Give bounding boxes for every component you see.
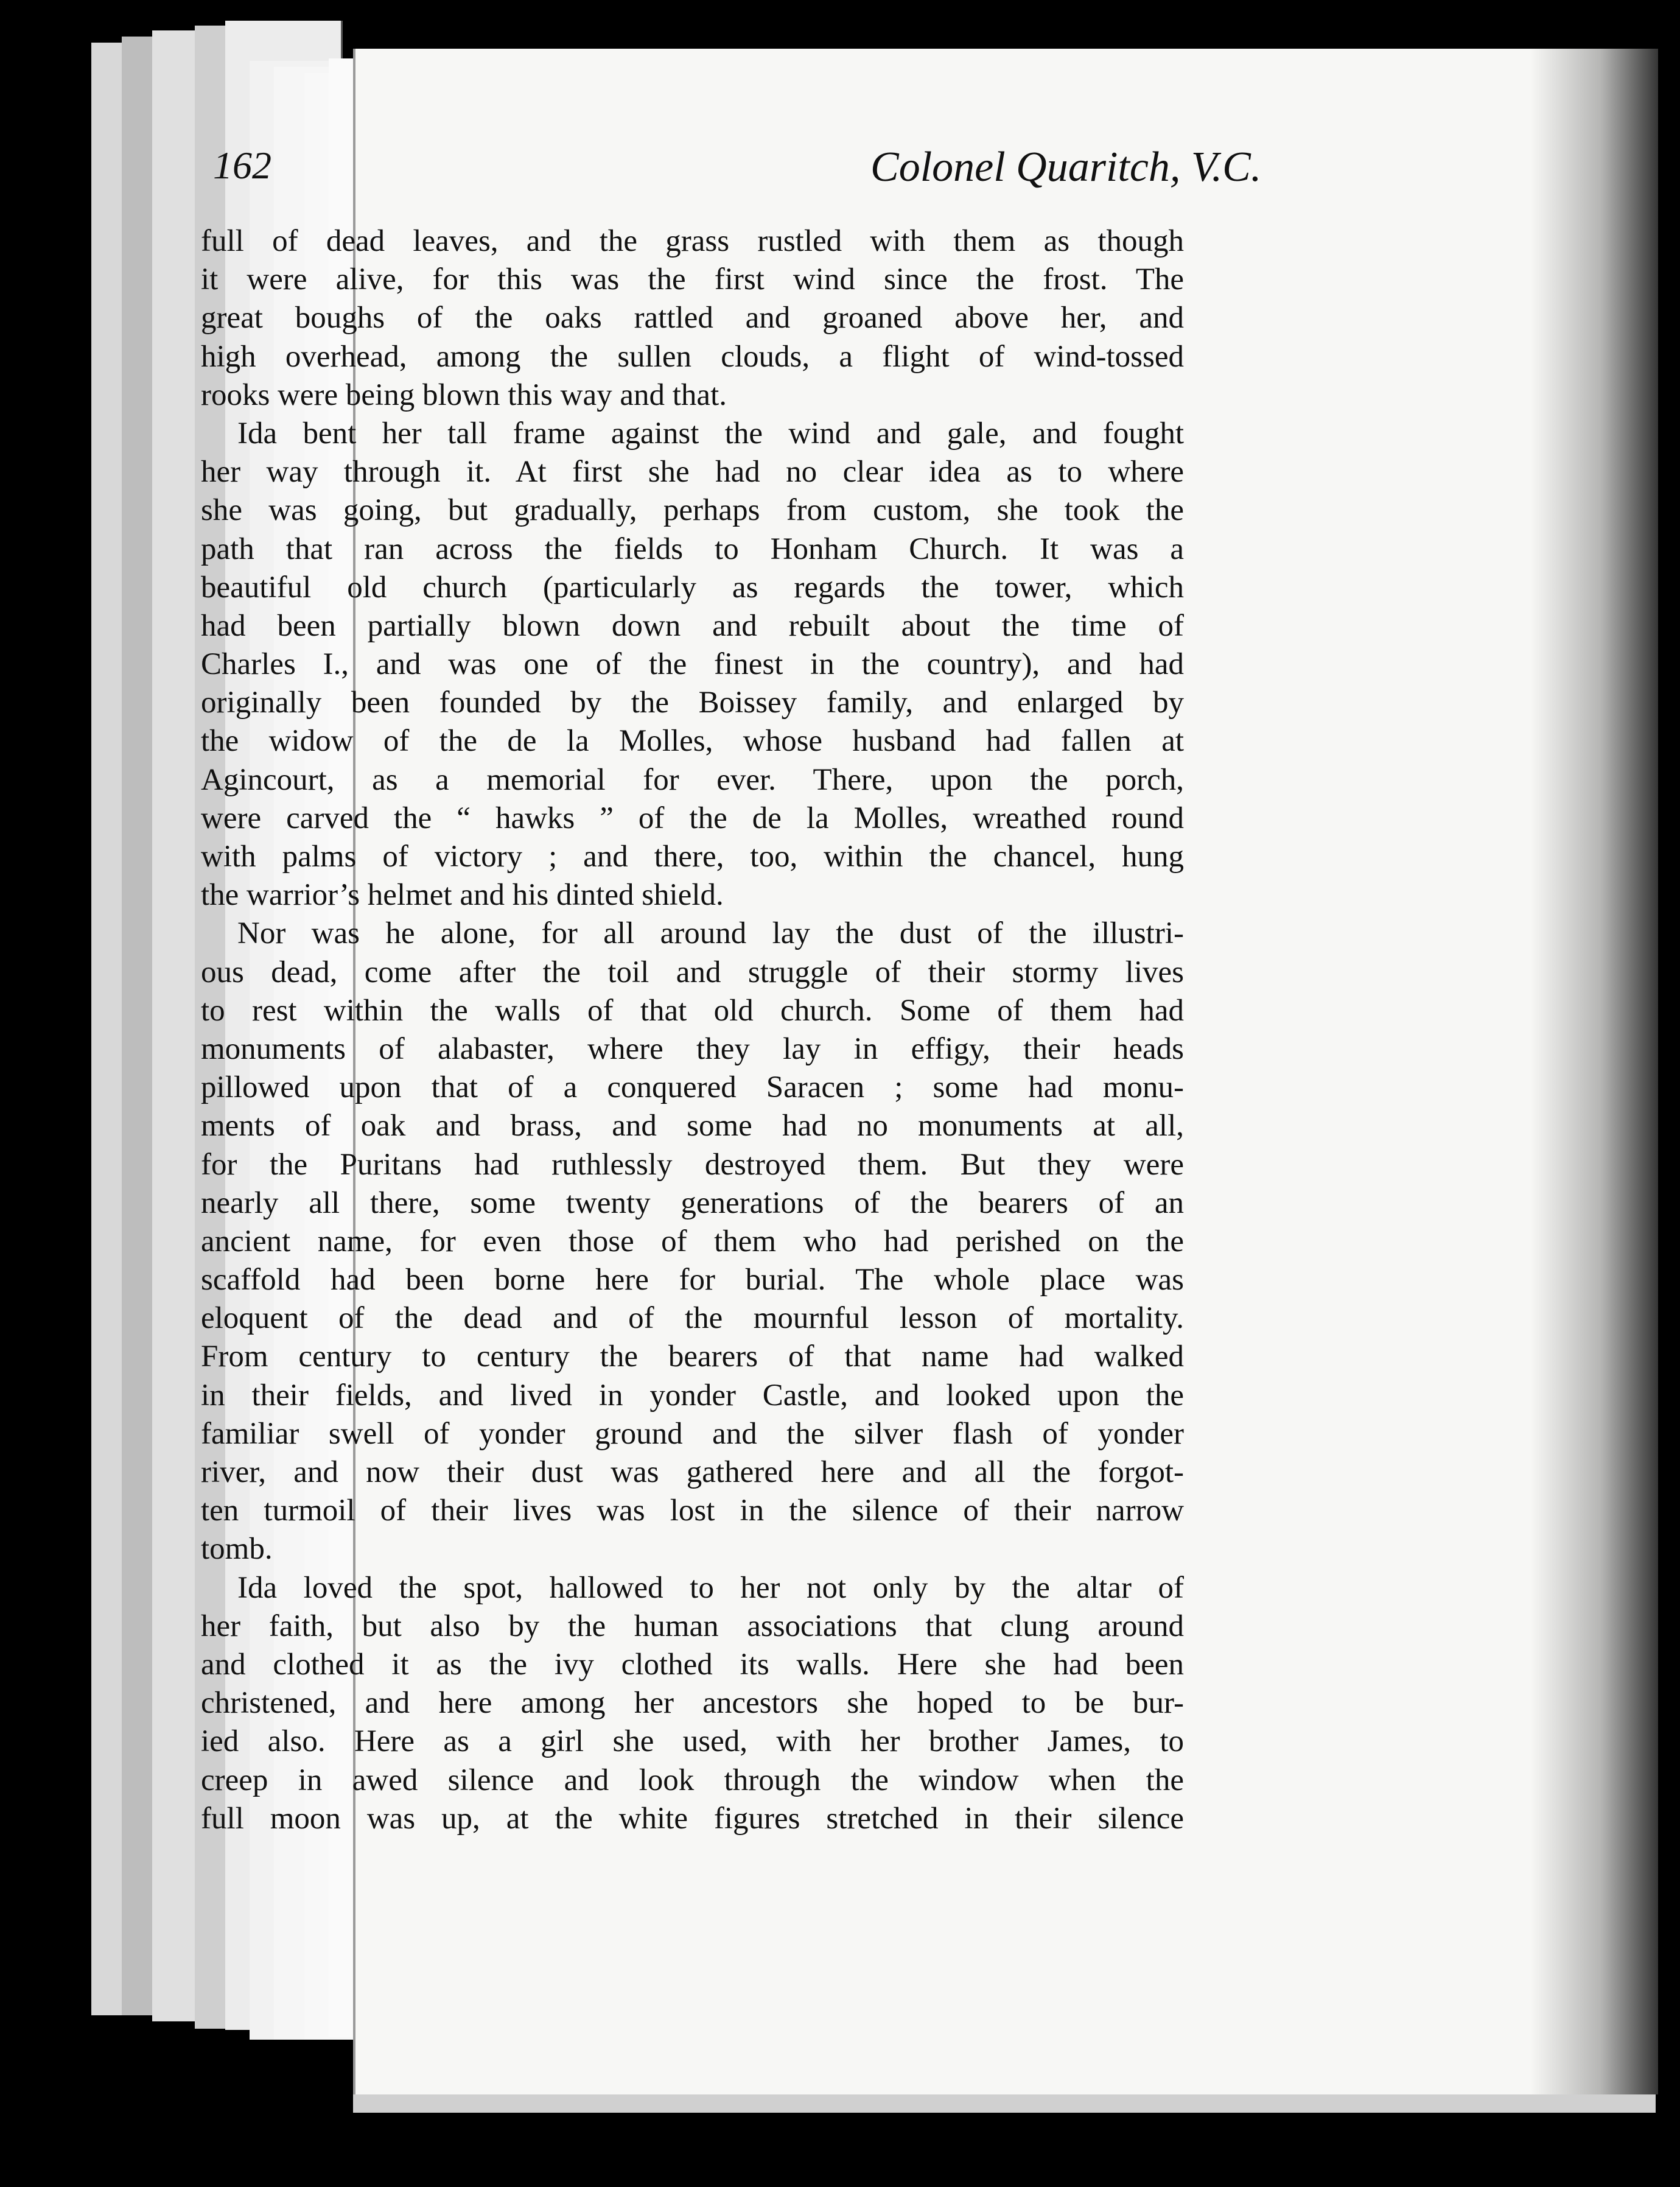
text-line: it were alive, for this was the first wind since the frost. The [201,262,1184,297]
text-line: Charles I., and was one of the finest in the country), and had [201,647,1184,682]
text-line: ous dead, come after the toil and struggle of their stormy lives [201,955,1184,989]
text-line: full moon was up, at the white figures stretched in their silence [201,1801,1184,1836]
text-line: beautiful old church (particularly as regards the tower, which [201,570,1184,605]
page-bottom-edge [353,2094,1656,2113]
text-line: From century to century the bearers of that name had walked [201,1339,1184,1374]
body-text [201,222,1184,1838]
text-line: path that ran across the fields to Honham Church. It was a [201,532,1184,566]
text-line: nearly all there, some twenty generations of the bearers of an [201,1185,1184,1220]
text-line: rooks were being blown this way and that. [201,377,727,412]
text-line: full of dead leaves, and the grass rustled with them as though [201,224,1184,258]
text-line: ied also. Here as a girl she used, with her brother James, to [201,1724,1184,1759]
text-line: high overhead, among the sullen clouds, a flight of wind-tossed [201,339,1184,374]
text-line: for the Puritans had ruthlessly destroyed them. But they were [201,1147,1184,1182]
text-line: creep in awed silence and look through the window when the [201,1763,1184,1797]
text-line: originally been founded by the Boissey family, and enlarged by [201,686,1184,720]
text-line: Nor was he alone, for all around lay the dust of the illustri- [237,916,1184,951]
gutter-shadow [1530,49,1658,2094]
text-line: in their fields, and lived in yonder Castle, and looked upon the [201,1378,1184,1413]
text-line: scaffold had been borne here for burial. The whole place was [201,1263,1184,1297]
text-line: the widow of the de la Molles, whose husband had fallen at [201,724,1184,759]
text-line: her way through it. At first she had no clear idea as to where [201,455,1184,490]
text-line: ments of oak and brass, and some had no monuments at all, [201,1109,1184,1143]
text-line: she was going, but gradually, perhaps from custom, she took the [201,493,1184,528]
page-number: 162 [213,144,271,187]
text-line: ancient name, for even those of them who had perished on the [201,1224,1184,1258]
text-line: christened, and here among her ancestors she hoped to be bur- [201,1686,1184,1721]
text-line: were carved the “ hawks ” of the de la Molles, wreathed round [201,801,1184,835]
text-line: monuments of alabaster, where they lay in effigy, their heads [201,1031,1184,1066]
text-line: eloquent of the dead and of the mournful lesson of mortality. [201,1301,1184,1336]
text-line: her faith, but also by the human associations that clung around [201,1609,1184,1643]
running-title: Colonel Quaritch, V.C. [870,144,1262,191]
text-line: ten turmoil of their lives was lost in the silence of their narrow [201,1494,1184,1528]
text-line: great boughs of the oaks rattled and groaned above her, and [201,301,1184,335]
text-line: familiar swell of yonder ground and the silver flash of yonder [201,1416,1184,1451]
text-line: Agincourt, as a memorial for ever. There, upon the porch, [201,762,1184,797]
page-header [213,131,1309,204]
text-line: pillowed upon that of a conquered Saracen ; some had monu- [201,1070,1184,1105]
text-line: tomb. [201,1532,273,1567]
text-line: to rest within the walls of that old church. Some of them had [201,993,1184,1028]
text-line: and clothed it as the ivy clothed its walls. Here she had been [201,1647,1184,1682]
text-line: the warrior’s helmet and his dinted shield. [201,878,724,913]
text-line: Ida loved the spot, hallowed to her not only by the altar of [237,1570,1184,1605]
text-line: river, and now their dust was gathered here and all the forgot- [201,1455,1184,1489]
text-line: with palms of victory ; and there, too, within the chancel, hung [201,840,1184,874]
text-line: Ida bent her tall frame against the wind and gale, and fought [237,416,1184,451]
text-line: had been partially blown down and rebuilt about the time of [201,608,1184,643]
